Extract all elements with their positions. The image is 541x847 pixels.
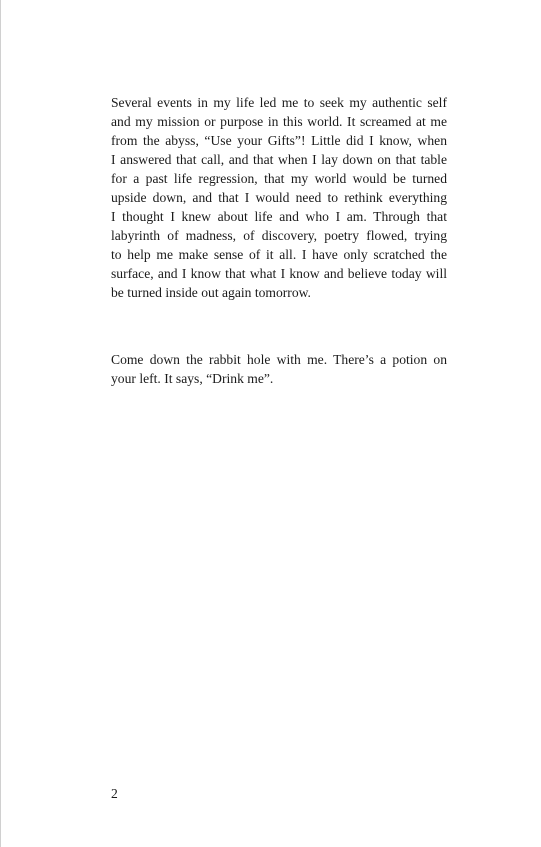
paragraph-1-line: and my mission or purpose in this world. It screamed at me: [111, 114, 447, 129]
paragraph-1-line: Several events in my life led me to seek my authentic self: [111, 95, 447, 110]
paragraph-1-line: from the abyss, “Use your Gifts”! Little did I know, when: [111, 133, 447, 148]
paragraph-1-line: upside down, and that I would need to rethink everything: [111, 190, 447, 205]
paragraph-1-line: for a past life regression, that my world would be turned: [111, 171, 447, 186]
paragraph-1-line: to help me make sense of it all. I have only scratched the: [111, 247, 447, 262]
paragraph-1-line: be turned inside out again tomorrow.: [111, 285, 311, 300]
paragraph-2-line: your left. It says, “Drink me”.: [111, 371, 274, 386]
paragraph-1: [111, 93, 447, 302]
paragraph-2-line: Come down the rabbit hole with me. There’s a potion on: [111, 352, 447, 367]
paragraph-1-line: labyrinth of madness, of discovery, poetry flowed, trying: [111, 228, 447, 243]
page-number: 2: [111, 786, 118, 801]
paragraph-2: [111, 350, 447, 388]
paragraph-1-line: surface, and I know that what I know and believe today will: [111, 266, 447, 281]
paragraph-1-line: I answered that call, and that when I lay down on that table: [111, 152, 447, 167]
paragraph-1-line: I thought I knew about life and who I am. Through that: [111, 209, 447, 224]
